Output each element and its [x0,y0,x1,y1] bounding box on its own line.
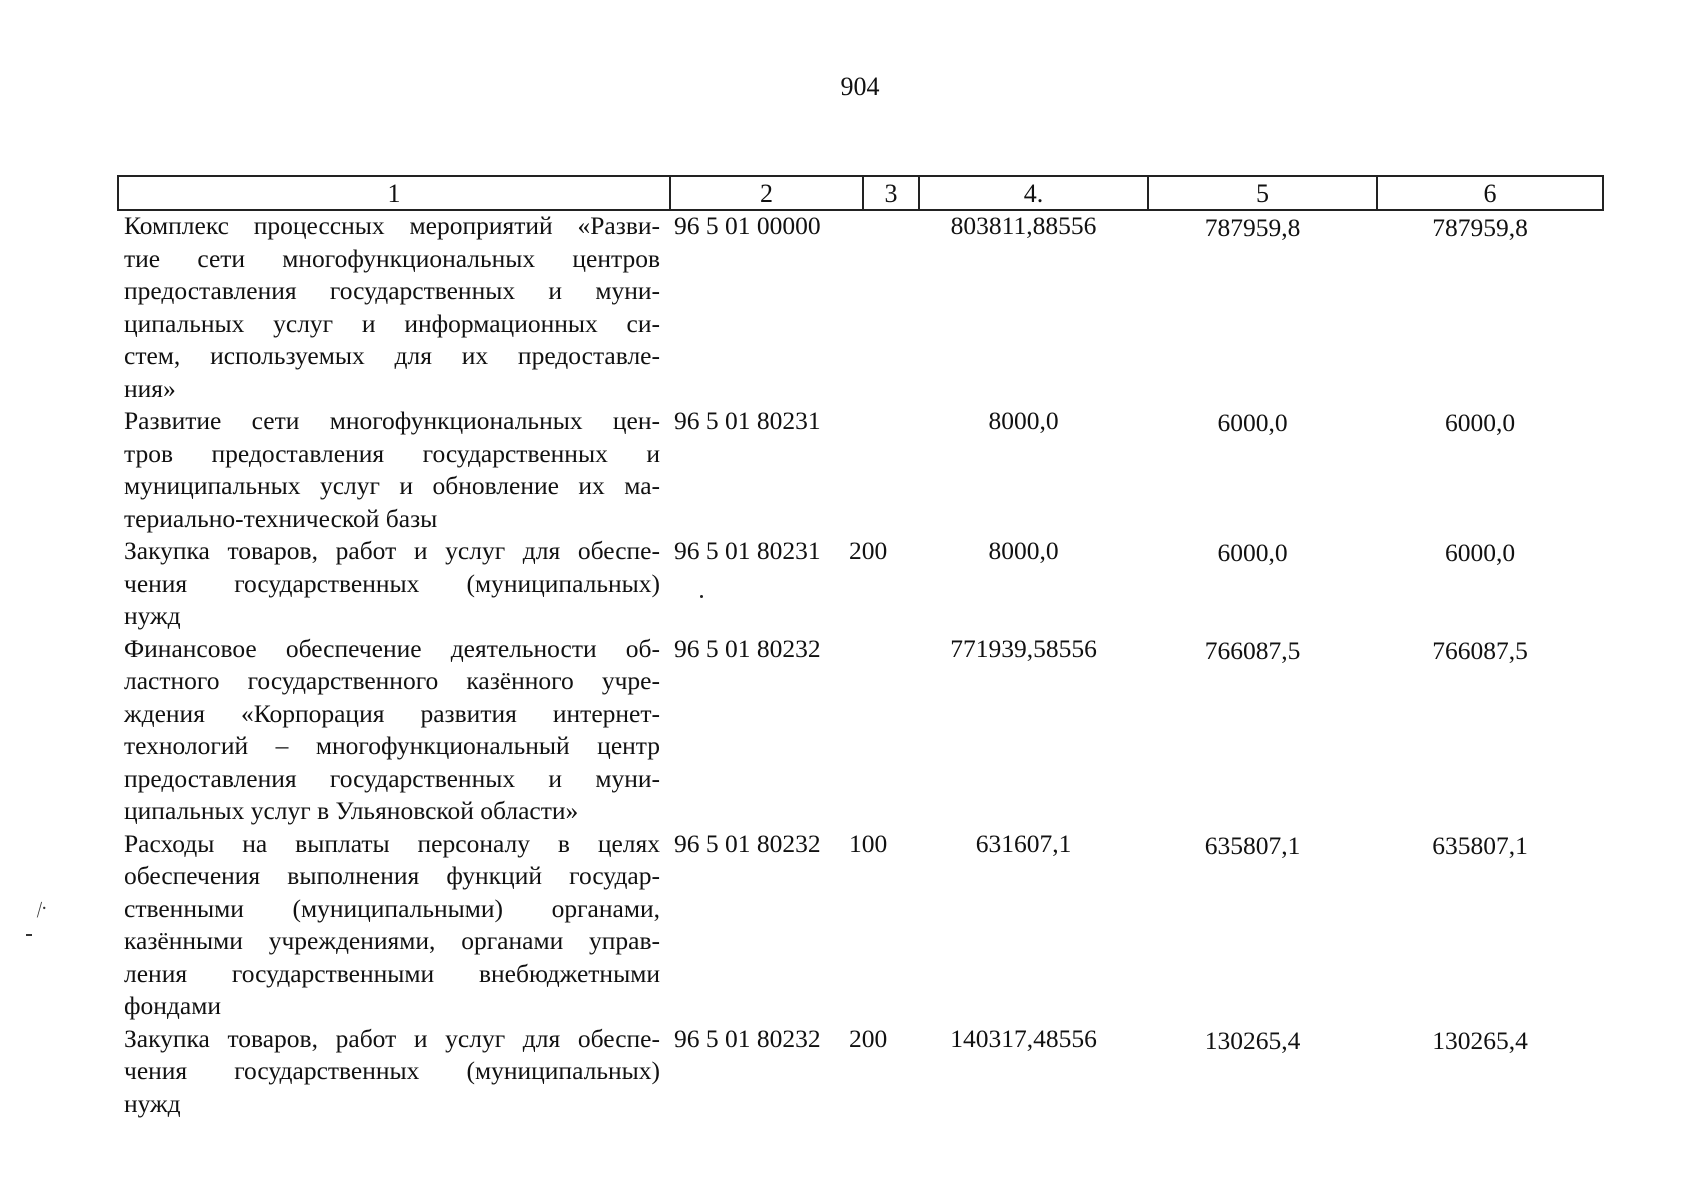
row-expense-type: 200 [849,1023,888,1053]
description-line: ждения «Корпорация развития интернет- [124,698,660,728]
scan-mark: ⁄· [34,896,52,922]
row-value-col-5: 6000,0 [1217,538,1288,567]
row-description [117,405,660,535]
row-description [117,828,660,1023]
description-line: казёнными учреждениями, органами управ- [124,926,660,955]
row-value-col-5: 766087,5 [1204,635,1301,665]
row-expense-type [849,405,909,535]
description-line: тие сети многофункциональных центров [124,243,660,273]
row-value-col-5: 787959,8 [1204,213,1301,242]
description-line: ния» [124,373,176,403]
row-value-col-5: 130265,4 [1204,1025,1301,1055]
description-line: ципальных услуг в Ульяновской области» [124,796,579,825]
header-col-4: 4. [918,177,1147,209]
header-col-2: 2 [669,177,862,209]
table-row [117,210,1604,405]
row-code: 96 5 01 80232 [674,828,821,858]
description-line: фондами [124,991,221,1020]
table-row [117,633,1604,828]
description-line: ления государственными внебюджетными [124,958,660,988]
row-description [117,535,660,633]
row-expense-type [849,633,909,828]
header-col-1: 1 [387,179,401,208]
row-code: 96 5 01 80231 [674,536,821,565]
row-code: 96 5 01 80232 [674,633,821,663]
table-header [117,175,1604,211]
row-value-col-4: 771939,58556 [950,633,1097,663]
description-line: предоставления государственных и муни- [124,276,660,305]
row-expense-type [849,210,909,405]
row-description [117,210,660,405]
header-col-6: 6 [1376,177,1602,209]
description-line: муниципальных услуг и обновление их ма- [124,471,660,500]
description-line: ластного государственного казённого учре- [124,666,660,695]
row-value-col-6: 766087,5 [1432,635,1528,665]
description-line: предоставления государственных и муни- [124,763,660,793]
description-line: Финансовое обеспечение деятельности об- [124,633,660,663]
table-row [117,828,1604,1023]
row-value-col-4: 140317,48556 [950,1023,1097,1053]
row-description [117,1023,660,1121]
row-value-col-4: 8000,0 [988,406,1059,435]
description-line: тров предоставления государственных и [124,438,660,468]
description-line: технологий – многофункциональный центр [124,731,660,760]
description-line: териально-технической базы [124,503,438,533]
row-value-col-4: 8000,0 [988,536,1059,565]
description-line: чения государственных (муниципальных) [124,1056,660,1085]
table-row [117,405,1604,535]
description-line: Комплекс процессных мероприятий «Разви- [124,211,660,240]
description-line: Расходы на выплаты персоналу в целях [124,828,660,858]
description-line: стем, используемых для их предоставле- [124,341,660,370]
table-row [117,535,1604,633]
row-value-col-5: 6000,0 [1217,408,1288,437]
row-value-col-4: 803811,88556 [950,211,1097,240]
description-line: ципальных услуг и информационных си- [124,308,660,338]
scan-dot [700,595,703,598]
row-code: 96 5 01 80231 [674,406,821,435]
description-line: обеспечения выполнения функций государ- [124,861,660,890]
description-line: ственными (муниципальными) органами, [124,893,660,923]
row-value-col-6: 6000,0 [1444,538,1516,567]
row-value-col-5: 635807,1 [1204,830,1301,860]
row-code: 96 5 01 00000 [674,211,821,240]
description-line: Развитие сети многофункциональных цен- [124,406,660,435]
table-row [117,1023,1604,1121]
row-expense-type: 200 [849,536,888,565]
row-expense-type: 100 [849,828,888,858]
description-line: Закупка товаров, работ и услуг для обеспе- [124,1023,660,1053]
description-line: Закупка товаров, работ и услуг для обеспе- [124,536,660,565]
row-code: 96 5 01 80232 [674,1023,821,1053]
scan-dash [26,934,32,936]
page-number: 904 [840,72,880,101]
row-value-col-6: 130265,4 [1432,1025,1528,1055]
row-value-col-6: 6000,0 [1444,408,1516,437]
row-value-col-6: 787959,8 [1432,213,1528,242]
header-col-3: 3 [862,177,918,209]
table-body [117,210,1604,1120]
description-line: нужд [124,601,181,630]
row-value-col-4: 631607,1 [975,828,1072,858]
description-line: чения государственных (муниципальных) [124,568,660,598]
row-value-col-6: 635807,1 [1432,830,1528,860]
description-line: нужд [124,1088,181,1118]
header-col-5: 5 [1147,177,1376,209]
row-description [117,633,660,828]
